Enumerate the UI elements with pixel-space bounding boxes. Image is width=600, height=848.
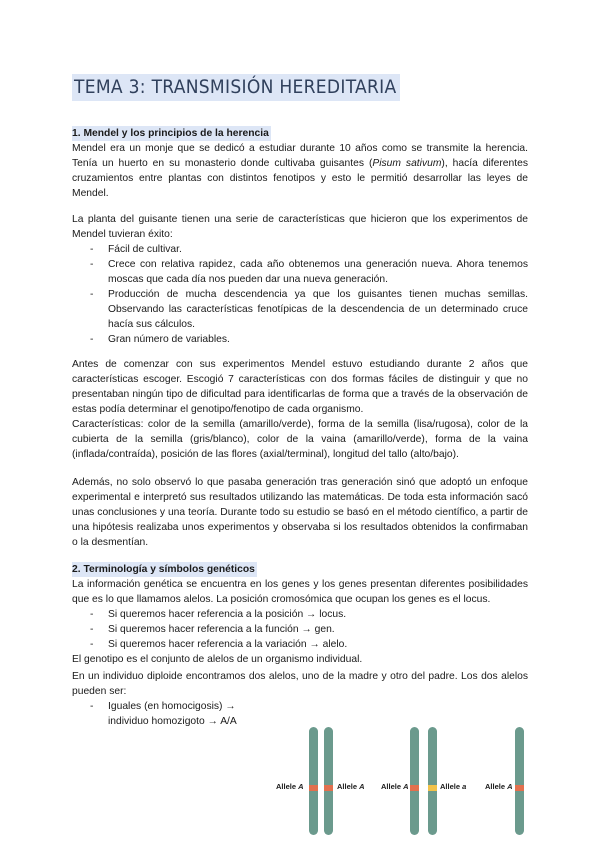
section-2-paragraph-3: En un individuo diploide encontramos dos alelos, uno de la madre y otro del padre. Los dos alelos pueden ser:: [72, 671, 528, 697]
section-2-paragraph-1: La información genética se encuentra en los genes y los genes presentan diferentes posibilidades que es lo que llamamos alelos. La posición cromosómica que ocupan los genes es el locus.: [72, 579, 528, 605]
page-title: TEMA 3: TRANSMISIÓN HEREDITARIA: [72, 74, 400, 101]
list-item: - Si queremos hacer referencia a la variación → alelo.: [72, 637, 528, 652]
allele-band: [428, 785, 437, 791]
advantages-list: [72, 242, 528, 347]
species-name: Pisum sativum: [372, 158, 442, 169]
allele-band: [515, 785, 524, 791]
chromosome: [428, 727, 437, 835]
section-1-paragraph-4: Características: color de la semilla (amarillo/verde), forma de la semilla (lisa/rugosa), color de la cubierta de la semilla (gris/blanco), color de la vaina (amarillo/verde), forma de la vaina (inflada/contraída), posición de las flores (axial/terminal), longitud del tallo (alto/bajo).: [72, 419, 528, 460]
chromosome: [309, 727, 318, 835]
section-2-list-2: [72, 699, 262, 729]
section-1-paragraph-1: [72, 141, 528, 201]
paragraph-text: Mendel era un monje que se dedicó a estudiar durante 10 años como se transmite la herencia. Tenía un huerto en su monasterio donde cultivaba guisantes (: [72, 143, 528, 169]
allele-band: [324, 785, 333, 791]
allele-band: [309, 785, 318, 791]
allele-label: Allele A: [381, 782, 409, 791]
allele-label: Allele A: [276, 782, 304, 791]
section-1-paragraph-3: Antes de comenzar con sus experimentos Mendel estuvo estudiando durante 2 años que características escoger. Escogió 7 características con dos formas fáciles de distinguir y que no presentaban ningún tipo de dificultad para identificarlas de forma que a través de la observación de estas podía determinar el genotipo/fenotipo de cada organismo.: [72, 359, 528, 415]
section-1-paragraph-2: La planta del guisante tienen una serie de características que hicieron que los experimentos de Mendel tuvieran éxito:: [72, 214, 528, 240]
allele-label: Allele a: [440, 782, 467, 791]
list-item: - Producción de mucha descendencia ya que los guisantes tienen muchas semillas. Observando las características fenotípicas de la descendencia de un determinado cruce hacía sus cálculos.: [72, 287, 528, 332]
chromosome: [515, 727, 524, 835]
list-item: - Fácil de cultivar.: [72, 242, 528, 257]
section-2-heading: 2. Terminología y símbolos genéticos: [72, 564, 255, 575]
list-item-text: individuo homozigoto → A/A: [108, 716, 237, 727]
chromosome: [324, 727, 333, 835]
list-item-text: Iguales (en homocigosis) →: [108, 701, 236, 712]
list-item: - Si queremos hacer referencia a la posición → locus.: [72, 607, 528, 622]
chromosome: [410, 727, 419, 835]
section-1: [72, 126, 528, 201]
section-2-block-2: [72, 669, 528, 699]
section-1-block-3: [72, 357, 528, 462]
section-1-paragraph-5: Además, no solo observó lo que pasaba generación tras generación sinó que adoptó un enfoque experimental e interpretó sus resultados utilizando las matemáticas. De toda esta información sacó unas conclusiones y una teoría. Durante todo su estudio se basó en el método científico, a partir de una hipótesis realizaba unos experimentos y observaba si los resultados obtenidos la confirmaban o la desmentían.: [72, 477, 528, 548]
allele-label: Allele A: [485, 782, 513, 791]
allele-band: [410, 785, 419, 791]
section-1-block-2: [72, 212, 528, 347]
chromosome-figure: [270, 725, 530, 835]
list-item: - Gran número de variables.: [72, 332, 528, 347]
section-2-paragraph-2: El genotipo es el conjunto de alelos de un organismo individual.: [72, 654, 363, 665]
terminology-list: [72, 607, 528, 652]
allele-label: Allele A: [337, 782, 365, 791]
section-1-heading: 1. Mendel y los principios de la herencia: [72, 128, 269, 139]
section-2: [72, 562, 528, 667]
paragraph-text: ), hacía diferentes cruzamientos entre plantas con distintos fenotipos y esto le permitió desarrollar las leyes de Mendel.: [72, 158, 528, 199]
list-item: [72, 699, 262, 729]
list-item: - Si queremos hacer referencia a la función → gen.: [72, 622, 528, 637]
list-item: - Crece con relativa rapidez, cada año obtenemos una generación nueva. Ahora tenemos moscas que cada día nos pueden dar una nueva generación.: [72, 257, 528, 287]
section-1-block-4: [72, 475, 528, 550]
